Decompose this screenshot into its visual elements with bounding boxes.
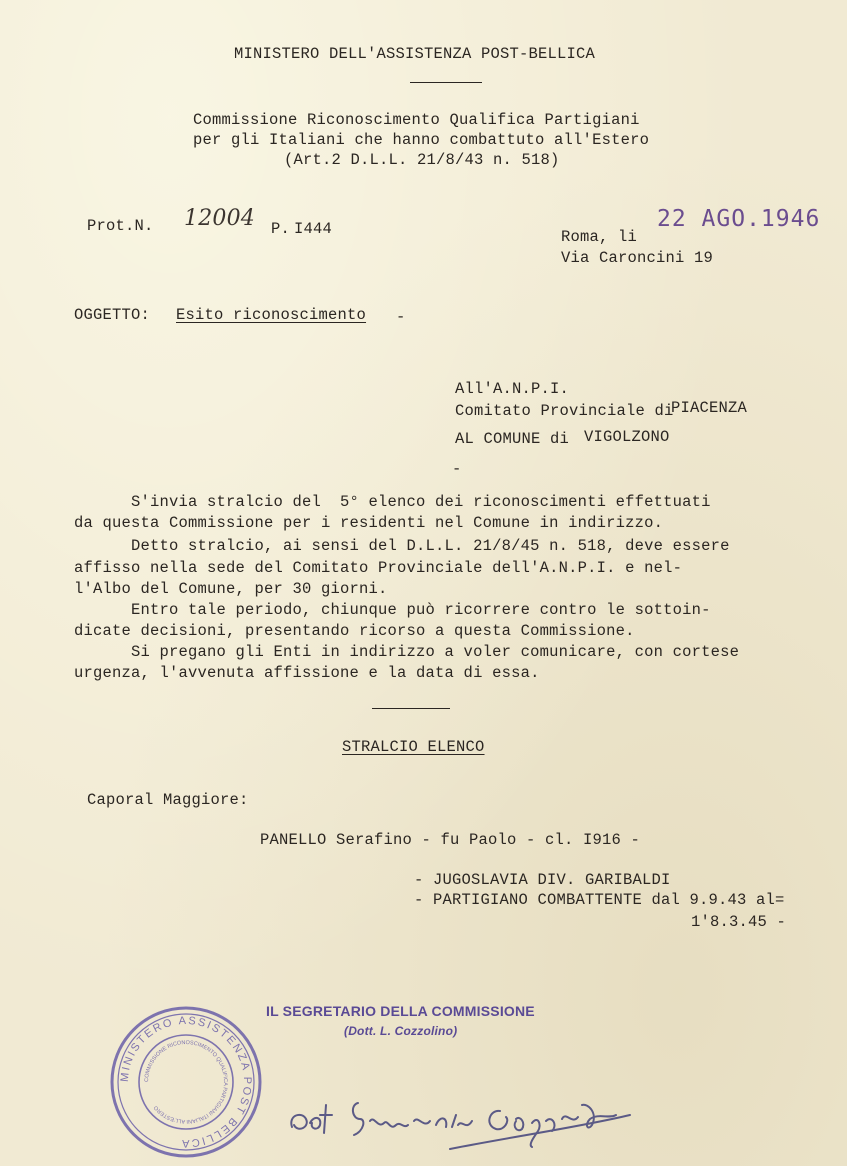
commission-seal-icon: [106, 1002, 266, 1162]
body-line: Detto stralcio, ai sensi del D.L.L. 21/8/45 n. 518, deve essere: [74, 537, 730, 555]
person-detail-2: - PARTIGIANO COMBATTENTE dal 9.9.43 al=: [414, 891, 785, 909]
commission-line-3: (Art.2 D.L.L. 21/8/43 n. 518): [284, 151, 560, 169]
subject-text: Esito riconoscimento: [176, 306, 367, 324]
commission-line-1: Commissione Riconoscimento Qualifica Partigiani: [193, 111, 640, 129]
svg-text:COMMISSIONE RICONOSCIMENTO QUA: [144, 1040, 228, 1124]
recipient-anpi: All'A.N.P.I.: [455, 380, 570, 398]
person-detail-1: - JUGOSLAVIA DIV. GARIBALDI: [414, 871, 671, 889]
handwritten-signature: [280, 1075, 640, 1155]
date-stamp: 22 AGO.1946: [657, 206, 821, 232]
person-detail-3: 1'8.3.45 -: [691, 913, 787, 931]
recipient-comitato-place: PIACENZA: [671, 399, 748, 417]
body-line: Entro tale periodo, chiunque può ricorrere contro le sottoin-: [74, 601, 711, 619]
mark-dash: -: [452, 460, 462, 478]
body-line: da questa Commissione per i residenti nel Comune in indirizzo.: [74, 514, 664, 532]
recipient-comitato: Comitato Provinciale di: [455, 402, 674, 420]
subject-label: OGGETTO:: [74, 306, 151, 324]
protocol-label: Prot.N.: [87, 217, 154, 235]
header-divider: [410, 82, 482, 83]
commission-line-2: per gli Italiani che hanno combattuto all'Estero: [193, 131, 650, 149]
roma-label: Roma, li: [561, 228, 638, 246]
rank-label: Caporal Maggiore:: [87, 791, 249, 809]
body-line: S'invia stralcio del 5° elenco dei riconoscimenti effettuati: [74, 493, 711, 511]
protocol-p-number: I444: [294, 220, 333, 238]
protocol-p-label: P.: [271, 220, 291, 238]
seal-outer-text: MINISTERO ASSISTENZA POST BELLICA: [118, 1014, 254, 1150]
signature-name: (Dott. L. Cozzolino): [344, 1024, 458, 1038]
protocol-number: 12004: [184, 206, 255, 231]
person-entry: PANELLO Serafino - fu Paolo - cl. I916 -: [260, 831, 641, 849]
stralcio-title: STRALCIO ELENCO: [342, 738, 485, 756]
seal-inner-text: COMMISSIONE RICONOSCIMENTO QUALIFICA PARTIGIANI ITALIANI ALL'ESTERO: [143, 1039, 229, 1125]
body-line: urgenza, l'avvenuta affissione e la data di essa.: [74, 664, 540, 682]
body-line: l'Albo del Comune, per 30 giorni.: [74, 580, 388, 598]
ministry-header: MINISTERO DELL'ASSISTENZA POST-BELLICA: [234, 45, 596, 63]
body-line: Si pregano gli Enti in indirizzo a voler comunicare, con cortese: [74, 643, 740, 661]
signature-role: IL SEGRETARIO DELLA COMMISSIONE: [266, 1003, 535, 1019]
recipient-comune-place: VIGOLZONO: [584, 428, 670, 446]
address-line: Via Caroncini 19: [561, 249, 714, 267]
section-divider: [372, 708, 450, 709]
body-line: affisso nella sede del Comitato Provinciale dell'A.N.P.I. e nel-: [74, 559, 683, 577]
body-line: dicate decisioni, presentando ricorso a questa Commissione.: [74, 622, 635, 640]
subject-trail: -: [396, 308, 406, 326]
recipient-comune: AL COMUNE di: [455, 430, 570, 448]
